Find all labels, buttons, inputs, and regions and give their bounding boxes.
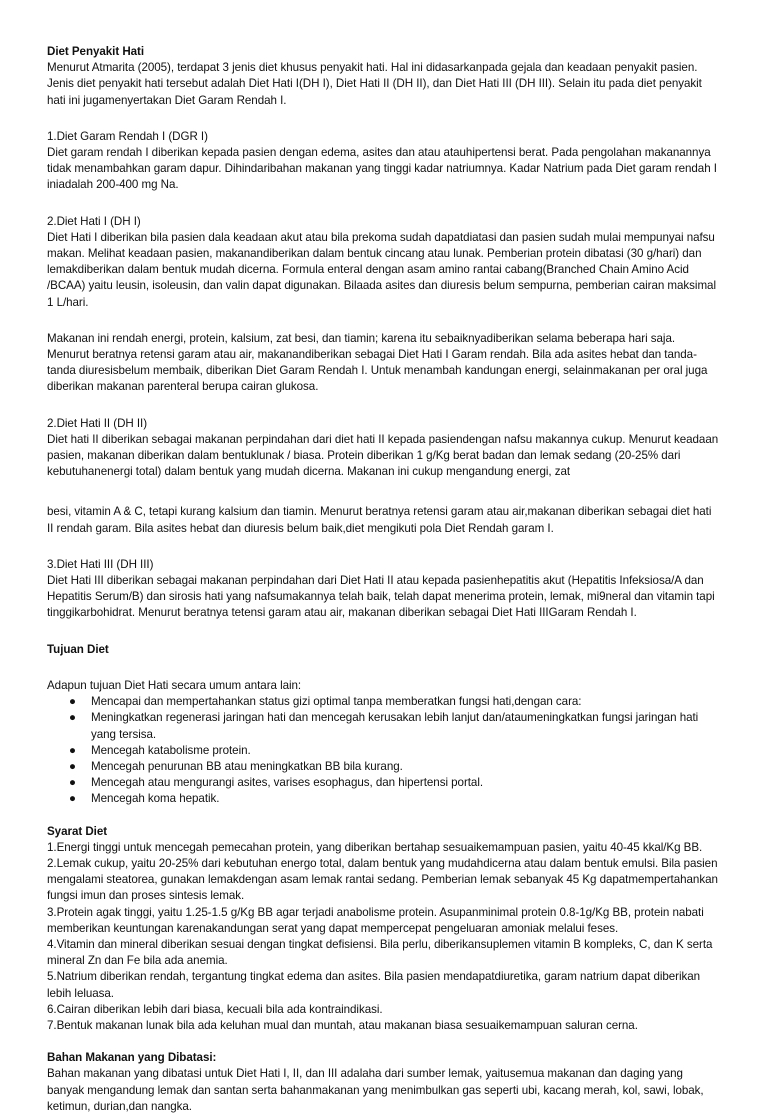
bullet-icon: ● [69,711,76,725]
syarat-item: 5.Natrium diberikan rendah, tergantung tingkat edema dan asites. Bila pasien mendapatdiuretika, garam natrium dapat diberikan lebih leluasa. [47,970,701,1000]
bahan-heading: Bahan Makanan yang Dibatasi: [47,1051,217,1065]
tujuan-heading: Tujuan Diet [47,642,109,656]
dh2-title: 2.Diet Hati II (DH II) [47,416,148,430]
syarat-item: 7.Bentuk makanan lunak bila ada keluhan mual dan muntah, atau makanan biasa sesuaikemampuan saluran cerna. [47,1018,638,1032]
bahan-paragraph: Bahan makanan yang dibatasi untuk Diet Hati I, II, dan III adalaha dari sumber lemak, yaitusemua makanan dan daging yang banyak mengandung lemak dan santan serta bahanmakanan yang menimbulkan gas seperti ubi, kacang merah, kol, sawi, lobak, ketimun, durian,dan nangka. [47,1067,704,1113]
tujuan-intro: Adapun tujuan Diet Hati secara umum antara lain: [47,678,302,692]
dh3-paragraph: Diet Hati III diberikan sebagai makanan perpindahan dari Diet Hati II atau kepada pasienhepatitis akut (Hepatitis Infeksiosa/A dan Hepatitis Serum/B) dan sirosis hati yang nafsumakannya telah baik, telah dapat menerima protein, lemak, mi9neral dan vitamin tapi tinggikarbohidrat. Menurut beratnya tetensi garam atau air, makanan diberikan sebagai Diet Hati IIIGaram Rendah I. [47,574,715,620]
dh2-paragraph-2: besi, vitamin A & C, tetapi kurang kalsium dan tiamin. Menurut beratnya retensi garam atau air,makanan diberikan sebagai diet hati II rendah garam. Bila asites hebat dan diuresis belum baik,diet mengikuti pola Diet Rendah garam I. [47,505,712,535]
list-item: ● Mencegah atau mengurangi asites, varises esophagus, dan hipertensi portal. [47,775,719,791]
bullet-icon: ● [69,743,76,757]
list-item: ● Meningkatkan regenerasi jaringan hati dan mencegah kerusakan lebih lanjut dan/ataumeningkatkan fungsi jaringan hati yang tersisa. [69,711,699,741]
bullet-icon: ● [69,792,76,806]
list-item: ● Mencegah katabolisme protein. [47,743,719,759]
bullet-icon: ● [69,695,76,709]
intro-paragraph: Menurut Atmarita (2005), terdapat 3 jenis diet khusus penyakit hati. Hal ini didasarkanpada gejala dan keadaan penyakit pasien. Jenis diet penyakit hati tersebut adalah Diet Hati I(DH I), Diet Hati II (DH II), dan Diet Hati III (DH III). Selain itu pada diet penyakit hati ini jugamenyertakan Diet Garam Rendah I. [47,61,702,107]
intro-heading: Diet Penyakit Hati [47,45,145,58]
dh1-paragraph: Diet Hati I diberikan bila pasien dala keadaan akut atau bila prekoma sudah dapatdiatasi dan pasien sudah mulai mempunyai nafsu makan. Melihat keadaan pasien, makanandiberikan dalam bentuk cincang atau lunak. Pemberian protein dibatasi (30 g/hari) dan lemakdiberikan dalam bentuk mudah dicerna. Formula enteral dengan asam amino rantai cabang(Branched Chain Amino Acid /BCAA) yaitu leusin, isoleusin, dan valin dapat digunakan. Bilaada asites dan diuresis belum sempurna, pemberian cairan maksimal 1 L/hari. [47,230,716,309]
syarat-item: 1.Energi tinggi untuk mencegah pemecahan protein, yang diberikan bertahap sesuaikemampuan pasien, yaitu 40-45 kkal/Kg BB. [47,840,703,854]
dh1-title: 2.Diet Hati I (DH I) [47,214,141,228]
list-item: ● Mencapai dan mempertahankan status gizi optimal tanpa memberatkan fungsi hati,dengan cara: [47,694,719,710]
dh2-paragraph: Diet hati II diberikan sebagai makanan perpindahan dari diet hati II kepada pasiendengan nafsu makannya cukup. Menurut keadaan pasien, makanan diberikan dalam bentuklunak / biasa. Protein diberikan 1 g/Kg berat badan dan lemak sedang (20-25% dari kebutuhanenergi total) dalam bentuk yang mudah dicerna. Makanan ini cukup mengandung energi, zat [47,432,719,479]
syarat-item: 6.Cairan diberikan lebih dari biasa, kecuali bila ada kontraindikasi. [47,1002,383,1016]
syarat-heading: Syarat Diet [47,824,108,838]
syarat-item: 4.Vitamin dan mineral diberikan sesuai dengan tingkat defisiensi. Bila perlu, diberikansuplemen vitamin B kompleks, C, dan K serta mineral Zn dan Fe bila ada anemia. [47,937,713,968]
dgr-title: 1.Diet Garam Rendah I (DGR I) [47,129,208,143]
syarat-item: 2.Lemak cukup, yaitu 20-25% dari kebutuhan energo total, dalam bentuk yang mudahdicerna atau dalam bentuk emulsi. Bila pasien mengalami steatorea, gunakan lemakdengan asam lemak rantai sedang. Pemberian lemak sebanyak 45 Kg dapatmempertahankan fungsi imun dan proses sintesis lemak. [47,856,718,903]
list-item: ● Mencegah koma hepatik. [47,791,719,807]
bullet-icon: ● [69,759,76,773]
bullet-icon: ● [69,776,76,790]
tujuan-list [47,694,719,807]
document-content [47,44,719,1115]
dh3-title: 3.Diet Hati III (DH III) [47,557,154,571]
syarat-item: 3.Protein agak tinggi, yaitu 1.25-1.5 g/Kg BB agar terjadi anabolisme protein. Asupanminimal protein 0.8-1g/Kg BB, protein nabati memberikan keuntungan karenakandungan serat yang dapat mempercepat pengeluaran amoniak melalui feses. [47,905,704,935]
dgr-paragraph: Diet garam rendah I diberikan kepada pasien dengan edema, asites dan atau atauhipertensi berat. Pada pengolahan makanannya tidak menambahkan garam dapur. Dihindaribahan makanan yang tinggi kadar natriumnya. Kadar Natrium pada Diet garam rendah I iniadalah 200-400 mg Na. [47,146,717,192]
list-item: ● Mencegah penurunan BB atau meningkatkan BB bila kurang. [47,759,719,775]
dh1-paragraph-2: Makanan ini rendah energi, protein, kalsium, zat besi, dan tiamin; karena itu sebaiknyadiberikan selama beberapa hari saja. Menurut beratnya retensi garam atau air, makanandiberikan sebagai Diet Hati I Garam rendah. Bila ada asites hebat dan tanda-tanda diuresisbelum membaik, diberikan Diet Garam Rendah I. Untuk menambah kandungan energi, selainmakanan per oral juga diberikan makanan parenteral berupa cairan glukosa. [47,331,708,394]
